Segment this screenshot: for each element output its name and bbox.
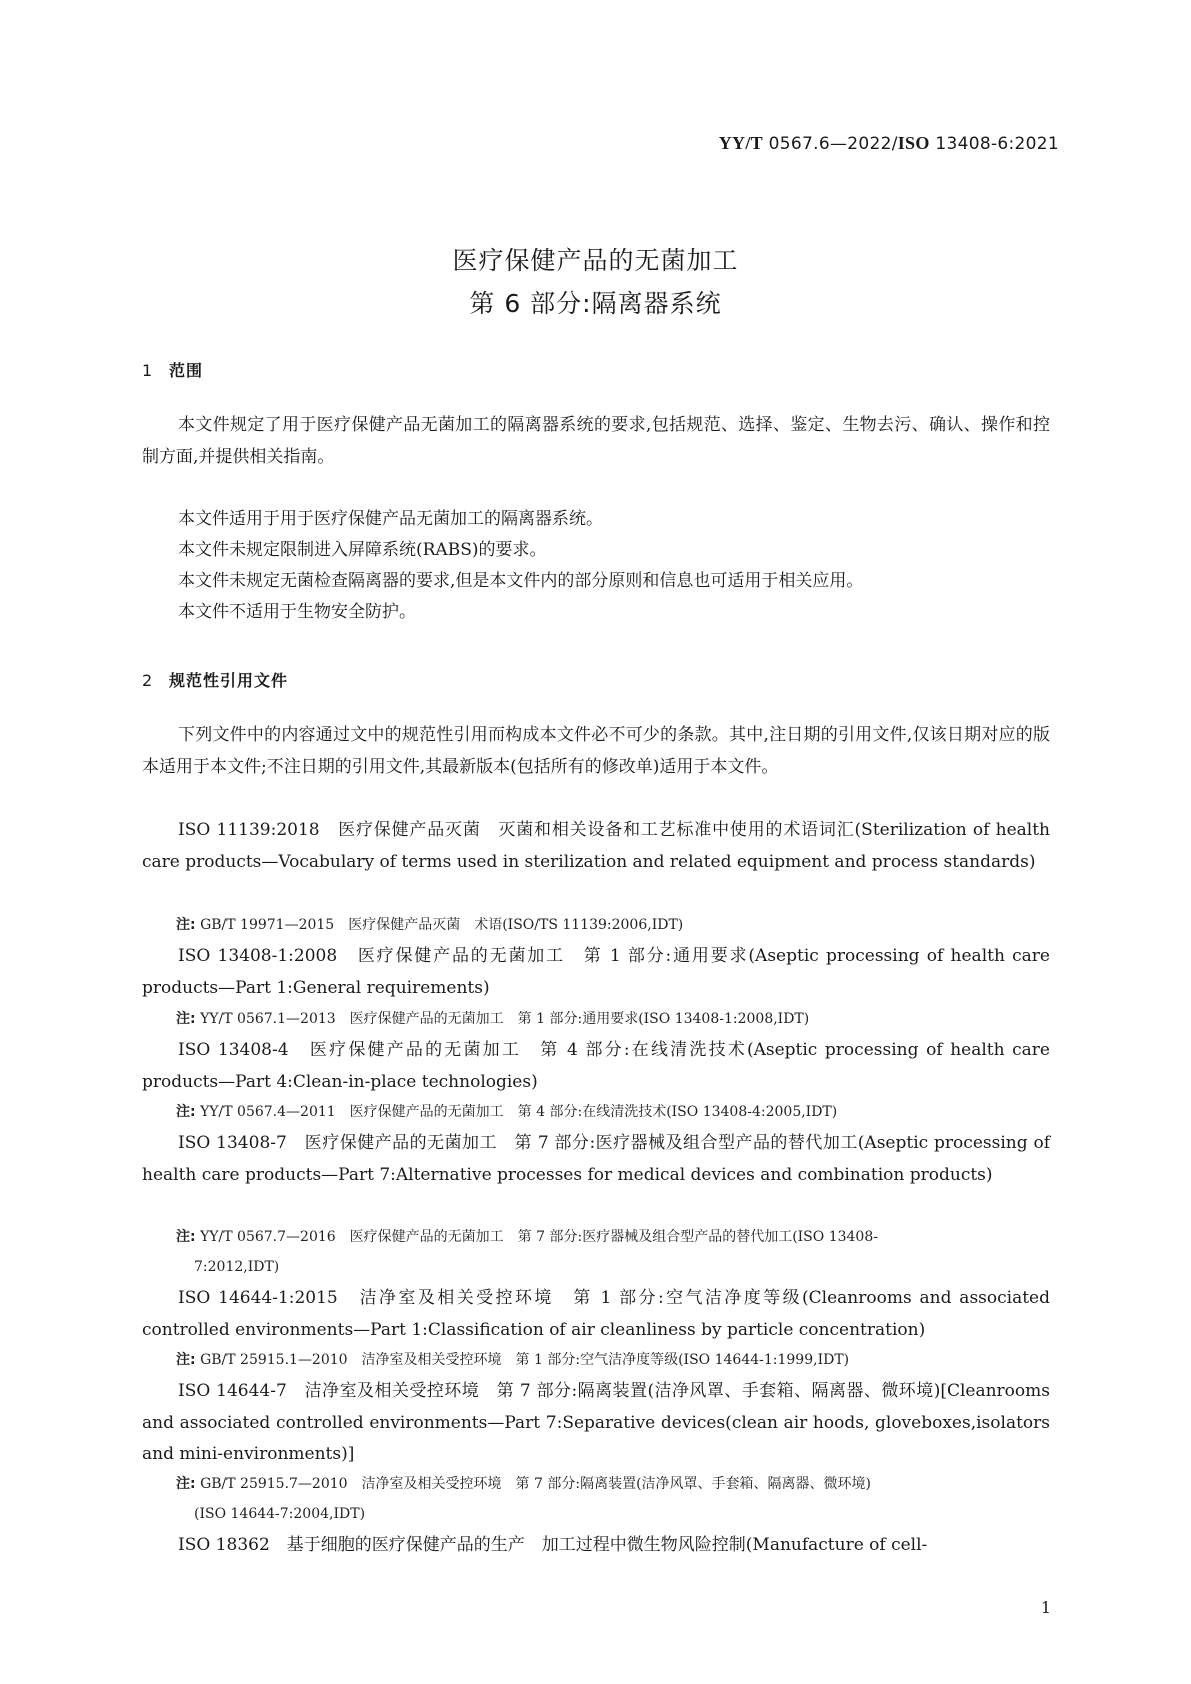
reference-iso-13408-4: ISO 13408-4 医疗保健产品的无菌加工 第 4 部分:在线清洗技术(Aseptic processing of health care products—Part 4:Clean-in-place technologies) xyxy=(142,1040,1050,1092)
reference-note: 注: GB/T 19971—2015 医疗保健产品灭菌 术语(ISO/TS 11139:2006,IDT) xyxy=(176,917,684,933)
scope-paragraph-5: 本文件不适用于生物安全防护。 xyxy=(178,602,416,622)
reference-note: 注: YY/T 0567.4—2011 医疗保健产品的无菌加工 第 4 部分:在线清洗技术(ISO 13408-4:2005,IDT) xyxy=(176,1104,838,1120)
scope-paragraph-3: 本文件未规定限制进入屏障系统(RABS)的要求。 xyxy=(178,540,547,560)
references-intro: 下列文件中的内容通过文中的规范性引用而构成本文件必不可少的条款。其中,注日期的引用文件,仅该日期对应的版本适用于本文件;不注日期的引用文件,其最新版本(包括所有的修改单)适用于本文件。 xyxy=(142,725,1050,777)
page-number: 1 xyxy=(1040,1598,1051,1617)
standard-code-number: 0567.6—2022/ xyxy=(762,134,898,154)
reference-iso-13408-1: ISO 13408-1:2008 医疗保健产品的无菌加工 第 1 部分:通用要求(Aseptic processing of health care products—Part 1:General requirements) xyxy=(142,946,1050,998)
standard-code-iso-number: 13408-6:2021 xyxy=(929,134,1059,154)
section-number: 2 xyxy=(142,671,154,690)
section-number: 1 xyxy=(142,361,154,380)
reference-note: 注: GB/T 25915.1—2010 洁净室及相关受控环境 第 1 部分:空气洁净度等级(ISO 14644-1:1999,IDT) xyxy=(176,1352,850,1368)
reference-note: 注: YY/T 0567.1—2013 医疗保健产品的无菌加工 第 1 部分:通用要求(ISO 13408-1:2008,IDT) xyxy=(176,1011,810,1027)
scope-paragraph-2: 本文件适用于用于医疗保健产品无菌加工的隔离器系统。 xyxy=(178,509,603,529)
standard-code-prefix: YY/T xyxy=(718,133,763,153)
reference-note: 注: GB/T 25915.7—2010 洁净室及相关受控环境 第 7 部分:隔离装置(洁净风罩、手套箱、隔离器、微环境) (ISO 14644-7:2004,IDT) xyxy=(176,1476,872,1522)
scope-paragraph-1: 本文件规定了用于医疗保健产品无菌加工的隔离器系统的要求,包括规范、选择、鉴定、生物去污、确认、操作和控制方面,并提供相关指南。 xyxy=(142,415,1050,467)
reference-iso-18362: ISO 18362 基于细胞的医疗保健产品的生产 加工过程中微生物风险控制(Manufacture of cell- xyxy=(178,1535,928,1555)
reference-iso-14644-1: ISO 14644-1:2015 洁净室及相关受控环境 第 1 部分:空气洁净度等级(Cleanrooms and associated controlled environments—Part 1:Classification of air cleanliness by particle concentration) xyxy=(142,1288,1050,1340)
section-title: 规范性引用文件 xyxy=(169,671,289,690)
reference-iso-11139: ISO 11139:2018 医疗保健产品灭菌 灭菌和相关设备和工艺标准中使用的术语词汇(Sterilization of health care products—Vocabulary of terms used in sterilization and related equipment and process standards) xyxy=(142,820,1050,872)
section-title: 范围 xyxy=(169,361,204,380)
document-subtitle: 第 6 部分:隔离器系统 xyxy=(469,289,722,318)
standard-code-iso: ISO xyxy=(897,133,930,153)
standard-code xyxy=(719,133,1059,154)
reference-iso-14644-7: ISO 14644-7 洁净室及相关受控环境 第 7 部分:隔离装置(洁净风罩、手套箱、隔离器、微环境)[Cleanrooms and associated controlled environments—Part 7:Separative devices(clean air hoods, gloveboxes,isolators and mini-environments)] xyxy=(142,1381,1050,1464)
section-heading-normative-references xyxy=(142,668,288,691)
section-heading-scope xyxy=(142,358,203,381)
document-title: 医疗保健产品的无菌加工 xyxy=(452,246,739,275)
scope-paragraph-4: 本文件未规定无菌检查隔离器的要求,但是本文件内的部分原则和信息也可适用于相关应用。 xyxy=(178,571,864,591)
reference-iso-13408-7: ISO 13408-7 医疗保健产品的无菌加工 第 7 部分:医疗器械及组合型产品的替代加工(Aseptic processing of health care products—Part 7:Alternative processes for medical devices and combination products) xyxy=(142,1133,1050,1185)
reference-note: 注: YY/T 0567.7—2016 医疗保健产品的无菌加工 第 7 部分:医疗器械及组合型产品的替代加工(ISO 13408- 7:2012,IDT) xyxy=(176,1229,878,1275)
